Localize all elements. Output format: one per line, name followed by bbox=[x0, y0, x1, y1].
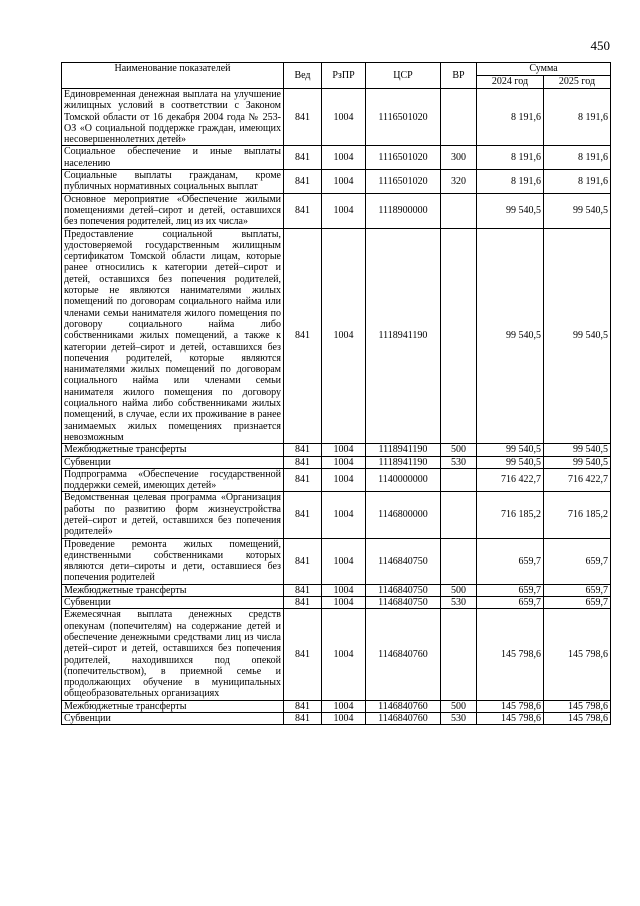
cell-y2025: 99 540,5 bbox=[544, 193, 611, 228]
cell-vr: 500 bbox=[441, 444, 477, 456]
table-row bbox=[62, 700, 611, 712]
cell-ved: 841 bbox=[284, 538, 322, 584]
header-rzpr: РзПР bbox=[322, 63, 366, 89]
cell-rzpr: 1004 bbox=[322, 700, 366, 712]
cell-y2025: 716 422,7 bbox=[544, 468, 611, 492]
cell-csr: 1116501020 bbox=[366, 89, 441, 146]
cell-rzpr: 1004 bbox=[322, 89, 366, 146]
cell-vr: 530 bbox=[441, 597, 477, 609]
cell-ved: 841 bbox=[284, 444, 322, 456]
cell-ved: 841 bbox=[284, 456, 322, 468]
header-ved: Вед bbox=[284, 63, 322, 89]
cell-rzpr: 1004 bbox=[322, 456, 366, 468]
cell-rzpr: 1004 bbox=[322, 492, 366, 538]
cell-vr: 530 bbox=[441, 456, 477, 468]
cell-rzpr: 1004 bbox=[322, 146, 366, 170]
table-row bbox=[62, 193, 611, 228]
cell-rzpr: 1004 bbox=[322, 609, 366, 700]
cell-y2024: 99 540,5 bbox=[477, 193, 544, 228]
cell-y2024: 716 185,2 bbox=[477, 492, 544, 538]
header-name: Наименование показателей bbox=[62, 63, 284, 89]
cell-y2024: 8 191,6 bbox=[477, 89, 544, 146]
table-row bbox=[62, 89, 611, 146]
cell-y2025: 145 798,6 bbox=[544, 700, 611, 712]
cell-y2024: 99 540,5 bbox=[477, 228, 544, 444]
cell-csr: 1118941190 bbox=[366, 228, 441, 444]
table-row bbox=[62, 609, 611, 700]
cell-name: Субвенции bbox=[62, 713, 284, 725]
cell-vr: 300 bbox=[441, 146, 477, 170]
header-year-2024: 2024 год bbox=[477, 76, 544, 89]
cell-name: Межбюджетные трансферты bbox=[62, 700, 284, 712]
cell-csr: 1116501020 bbox=[366, 170, 441, 194]
cell-ved: 841 bbox=[284, 713, 322, 725]
cell-rzpr: 1004 bbox=[322, 193, 366, 228]
cell-y2025: 145 798,6 bbox=[544, 609, 611, 700]
cell-vr bbox=[441, 193, 477, 228]
cell-y2025: 8 191,6 bbox=[544, 89, 611, 146]
cell-csr: 1146840750 bbox=[366, 597, 441, 609]
cell-y2024: 145 798,6 bbox=[477, 713, 544, 725]
cell-vr bbox=[441, 228, 477, 444]
cell-name: Ежемесячная выплата денежных средств опекунам (попечителям) на содержание детей и обеспечение денежными средствами лиц из числа детей–сирот и детей, оставшихся без попечения родителей, находившихся под опекой (попечительством), в приемной семье и продолжающих обучение в муниципальных общеобразовательных организациях bbox=[62, 609, 284, 700]
header-year-2025: 2025 год bbox=[544, 76, 611, 89]
cell-csr: 1118941190 bbox=[366, 444, 441, 456]
cell-ved: 841 bbox=[284, 609, 322, 700]
table-header bbox=[62, 63, 611, 89]
cell-rzpr: 1004 bbox=[322, 597, 366, 609]
cell-y2025: 99 540,5 bbox=[544, 456, 611, 468]
cell-y2024: 659,7 bbox=[477, 538, 544, 584]
cell-csr: 1118941190 bbox=[366, 456, 441, 468]
cell-name: Субвенции bbox=[62, 597, 284, 609]
cell-name: Предоставление социальной выплаты, удостоверяемой государственным жилищным сертификатом Томской области лицам, которые ранее относились к категории детей–сирот и детей, оставшихся без попечения родителей, которые не являются нанимателями жилых помещений по договорам социального найма или членами семьи нанимателя жилого помещения по договору социального найма либо собственниками жилых помещений, а также к категории детей–сирот и детей, оставшихся без попечения родителей, которые являются нанимателями жилых помещений по договорам социального найма или членами семьи нанимателя жилого помещения по договору социального найма либо собственниками жилых помещений, в случае, если их проживание в ранее занимаемых жилых помещениях признается невозможным bbox=[62, 228, 284, 444]
table-row bbox=[62, 597, 611, 609]
table-row bbox=[62, 146, 611, 170]
cell-vr: 500 bbox=[441, 700, 477, 712]
header-sum: Сумма bbox=[477, 63, 611, 76]
table-row bbox=[62, 468, 611, 492]
cell-y2025: 8 191,6 bbox=[544, 170, 611, 194]
cell-name: Межбюджетные трансферты bbox=[62, 584, 284, 596]
cell-vr: 500 bbox=[441, 584, 477, 596]
table-row bbox=[62, 228, 611, 444]
cell-vr: 530 bbox=[441, 713, 477, 725]
cell-y2025: 716 185,2 bbox=[544, 492, 611, 538]
cell-rzpr: 1004 bbox=[322, 468, 366, 492]
cell-rzpr: 1004 bbox=[322, 713, 366, 725]
cell-name: Основное мероприятие «Обеспечение жилыми помещениями детей–сирот и детей, оставшихся без попечения родителей, лиц из их числа» bbox=[62, 193, 284, 228]
cell-y2024: 659,7 bbox=[477, 584, 544, 596]
table-row bbox=[62, 170, 611, 194]
cell-ved: 841 bbox=[284, 89, 322, 146]
cell-y2024: 145 798,6 bbox=[477, 700, 544, 712]
cell-y2025: 8 191,6 bbox=[544, 146, 611, 170]
cell-name: Субвенции bbox=[62, 456, 284, 468]
cell-rzpr: 1004 bbox=[322, 170, 366, 194]
cell-csr: 1146840760 bbox=[366, 713, 441, 725]
cell-vr bbox=[441, 468, 477, 492]
cell-ved: 841 bbox=[284, 597, 322, 609]
cell-rzpr: 1004 bbox=[322, 584, 366, 596]
cell-y2024: 145 798,6 bbox=[477, 609, 544, 700]
cell-ved: 841 bbox=[284, 193, 322, 228]
cell-rzpr: 1004 bbox=[322, 538, 366, 584]
cell-vr bbox=[441, 492, 477, 538]
cell-vr bbox=[441, 538, 477, 584]
cell-vr bbox=[441, 89, 477, 146]
cell-y2025: 659,7 bbox=[544, 538, 611, 584]
cell-y2024: 99 540,5 bbox=[477, 444, 544, 456]
cell-ved: 841 bbox=[284, 468, 322, 492]
header-csr: ЦСР bbox=[366, 63, 441, 89]
cell-csr: 1146840760 bbox=[366, 609, 441, 700]
cell-rzpr: 1004 bbox=[322, 228, 366, 444]
cell-y2025: 145 798,6 bbox=[544, 713, 611, 725]
cell-csr: 1146840750 bbox=[366, 538, 441, 584]
cell-name: Социальные выплаты гражданам, кроме публичных нормативных социальных выплат bbox=[62, 170, 284, 194]
cell-rzpr: 1004 bbox=[322, 444, 366, 456]
cell-csr: 1118900000 bbox=[366, 193, 441, 228]
table-row bbox=[62, 492, 611, 538]
cell-csr: 1146840760 bbox=[366, 700, 441, 712]
budget-table bbox=[61, 62, 611, 725]
cell-ved: 841 bbox=[284, 584, 322, 596]
cell-y2024: 8 191,6 bbox=[477, 170, 544, 194]
cell-y2024: 659,7 bbox=[477, 597, 544, 609]
cell-csr: 1116501020 bbox=[366, 146, 441, 170]
table-body bbox=[62, 89, 611, 725]
table-row bbox=[62, 444, 611, 456]
cell-ved: 841 bbox=[284, 146, 322, 170]
cell-ved: 841 bbox=[284, 492, 322, 538]
table-row bbox=[62, 584, 611, 596]
cell-name: Ведомственная целевая программа «Организация работы по развитию форм жизнеустройства детей–сирот и детей, оставшихся без попечения родителей» bbox=[62, 492, 284, 538]
cell-ved: 841 bbox=[284, 700, 322, 712]
cell-name: Проведение ремонта жилых помещений, единственными собственниками которых являются дети–сироты и дети, оставшиеся без попечения родителей bbox=[62, 538, 284, 584]
cell-ved: 841 bbox=[284, 170, 322, 194]
table-row bbox=[62, 713, 611, 725]
cell-y2025: 659,7 bbox=[544, 584, 611, 596]
table-row bbox=[62, 538, 611, 584]
cell-name: Подпрограмма «Обеспечение государственной поддержки семей, имеющих детей» bbox=[62, 468, 284, 492]
cell-name: Единовременная денежная выплата на улучшение жилищных условий в соответствии с Законом Томской области от 16 декабря 2004 года № 253-ОЗ «О социальной поддержке граждан, имеющих несовершеннолетних детей» bbox=[62, 89, 284, 146]
cell-csr: 1146800000 bbox=[366, 492, 441, 538]
cell-csr: 1146840750 bbox=[366, 584, 441, 596]
cell-csr: 1140000000 bbox=[366, 468, 441, 492]
cell-y2025: 99 540,5 bbox=[544, 228, 611, 444]
cell-y2025: 659,7 bbox=[544, 597, 611, 609]
cell-y2025: 99 540,5 bbox=[544, 444, 611, 456]
table-row bbox=[62, 456, 611, 468]
cell-y2024: 8 191,6 bbox=[477, 146, 544, 170]
cell-y2024: 716 422,7 bbox=[477, 468, 544, 492]
cell-name: Социальное обеспечение и иные выплаты населению bbox=[62, 146, 284, 170]
header-vr: ВР bbox=[441, 63, 477, 89]
cell-y2024: 99 540,5 bbox=[477, 456, 544, 468]
cell-ved: 841 bbox=[284, 228, 322, 444]
cell-vr: 320 bbox=[441, 170, 477, 194]
cell-name: Межбюджетные трансферты bbox=[62, 444, 284, 456]
cell-vr bbox=[441, 609, 477, 700]
page-number: 450 bbox=[590, 38, 610, 53]
